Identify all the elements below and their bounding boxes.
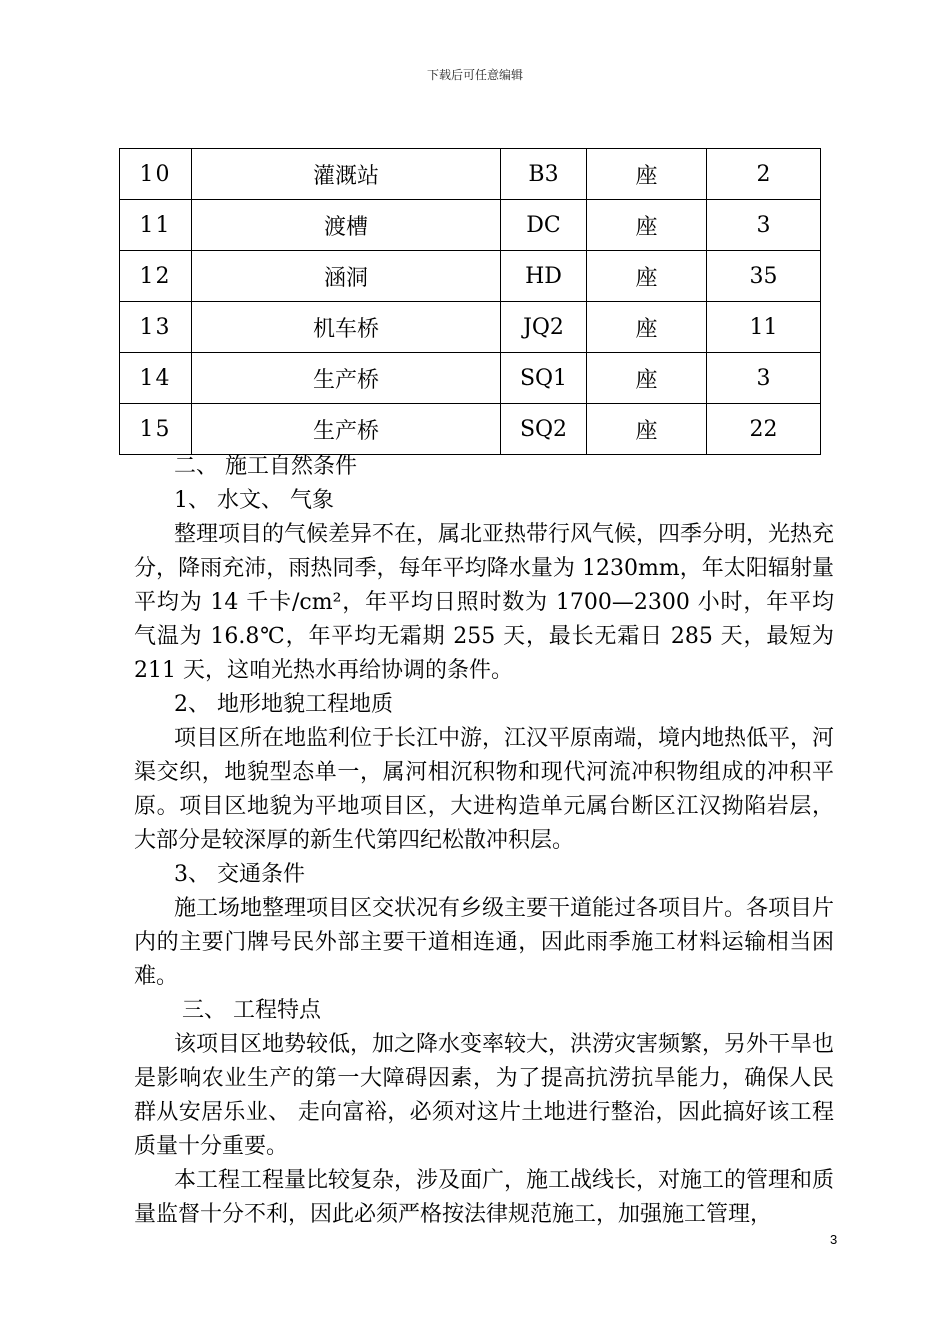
- cell-item-name: 生产桥: [192, 353, 501, 404]
- table-row: [120, 353, 821, 404]
- cell-quantity: 3: [707, 353, 821, 404]
- cell-code: HD: [501, 251, 587, 302]
- cell-quantity: 22: [707, 404, 821, 455]
- cell-item-name: 涵洞: [192, 251, 501, 302]
- paragraph-features-2: 本工程工程量比较复杂，涉及面广，施工战线长，对施工的管理和质量监督十分不利，因此必须严格按法律规范施工，加强施工管理，: [134, 1168, 835, 1227]
- table-row: [120, 251, 821, 302]
- cell-item-name: 渡槽: [192, 200, 501, 251]
- page-header-note: 下载后可任意编辑: [426, 68, 523, 82]
- cell-item-name: 机车桥: [192, 302, 501, 353]
- cell-unit: 座: [587, 200, 707, 251]
- cell-quantity: 2: [707, 149, 821, 200]
- cell-number: 11: [120, 200, 192, 251]
- cell-unit: 座: [587, 404, 707, 455]
- subsection-heading-transport: 3、 交通条件: [174, 862, 305, 887]
- table-row: [120, 200, 821, 251]
- paragraph-features-1: 该项目区地势较低，加之降水变率较大，洪涝灾害频繁，另外干旱也是影响农业生产的第一大障碍因素，为了提高抗涝抗旱能力，确保人民群从安居乐业、 走向富裕，必须对这片土地进行整治，因此搞好该工程质量十分重要。: [134, 1032, 835, 1159]
- paragraph-hydrology: 整理项目的气候差异不在，属北亚热带行风气候，四季分明，光热充分，降雨充沛，雨热同季，每年平均降水量为 1230mm，年太阳辐射量平均为 14 千卡/cm²，年平均日照时数为 1700—2300 小时，年平均气温为 16.8℃，年平均无霜期 255 天，最长无霜日 285 天，最短为 211 天，这咱光热水再给协调的条件。: [134, 522, 835, 683]
- cell-quantity: 35: [707, 251, 821, 302]
- subsection-heading-hydrology: 1、 水文、 气象: [174, 488, 334, 513]
- cell-item-name: 生产桥: [192, 404, 501, 455]
- cell-unit: 座: [587, 302, 707, 353]
- paragraph-transport: 施工场地整理项目区交状况有乡级主要干道能过各项目片。各项目片内的主要门牌号民外部主要干道相连通，因此雨季施工材料运输相当困难。: [134, 896, 835, 989]
- section-heading-2: 二、 施工自然条件: [174, 454, 357, 479]
- table-row: [120, 302, 821, 353]
- cell-code: SQ2: [501, 404, 587, 455]
- section-heading-3: 三、 工程特点: [182, 998, 321, 1023]
- document-body: [134, 450, 834, 1232]
- engineering-items-table: [119, 148, 821, 455]
- cell-unit: 座: [587, 251, 707, 302]
- cell-number: 14: [120, 353, 192, 404]
- cell-number: 12: [120, 251, 192, 302]
- cell-quantity: 3: [707, 200, 821, 251]
- cell-number: 10: [120, 149, 192, 200]
- table-row: [120, 149, 821, 200]
- cell-code: B3: [501, 149, 587, 200]
- paragraph-terrain: 项目区所在地监利位于长江中游，江汉平原南端，境内地热低平，河渠交织，地貌型态单一，属河相沉积物和现代河流冲积物组成的冲积平原。项目区地貌为平地项目区，大进构造单元属台断区江汉拗陷岩层，大部分是较深厚的新生代第四纪松散冲积层。: [134, 726, 835, 853]
- table-row: [120, 404, 821, 455]
- subsection-heading-terrain: 2、 地形地貌工程地质: [174, 692, 393, 717]
- cell-code: SQ1: [501, 353, 587, 404]
- cell-item-name: 灌溉站: [192, 149, 501, 200]
- cell-number: 15: [120, 404, 192, 455]
- cell-unit: 座: [587, 353, 707, 404]
- cell-number: 13: [120, 302, 192, 353]
- cell-unit: 座: [587, 149, 707, 200]
- cell-quantity: 11: [707, 302, 821, 353]
- cell-code: DC: [501, 200, 587, 251]
- page-number: 3: [830, 1232, 838, 1247]
- cell-code: JQ2: [501, 302, 587, 353]
